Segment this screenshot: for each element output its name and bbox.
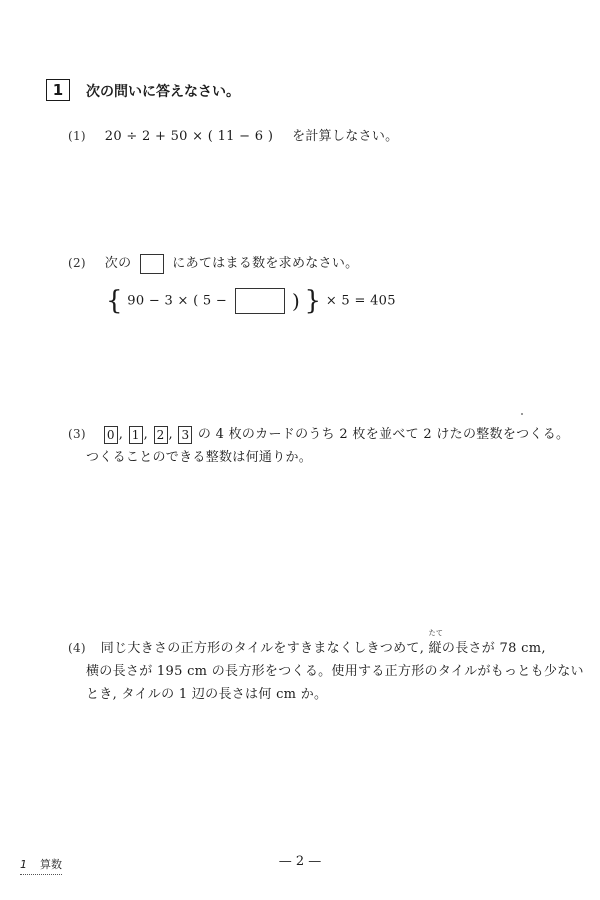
question-4-label: (4) <box>68 641 86 655</box>
equation-start: 90 − 3 × ( 5 − <box>127 293 228 309</box>
question-3-line-1: (3) 0 , 1 , 2 , 3 の 4 枚のカードのうち 2 枚を並べて 2 けたの整数をつくる。 <box>68 427 570 442</box>
speck <box>521 413 523 415</box>
question-3-line-2: つくることのできる整数は何通りか。 <box>86 450 313 465</box>
question-4-text-end: の長さが 78 cm, <box>441 641 546 656</box>
question-4-line-2: 横の長さが 195 cm の長方形をつくる。使用する正方形のタイルがもっとも少ない <box>86 664 584 679</box>
question-1-instruction: を計算しなさい。 <box>292 129 399 144</box>
page-number: — 2 — <box>278 854 322 869</box>
question-1-label: (1) <box>68 129 86 143</box>
question-4-line-3: とき, タイルの 1 辺の長さは何 cm か。 <box>86 687 328 702</box>
answer-blank-small <box>140 254 164 274</box>
equation-end: × 5 = 405 <box>325 293 396 309</box>
close-brace: } <box>304 286 322 316</box>
card-2: 2 <box>154 426 168 444</box>
answer-blank-equation <box>235 288 285 314</box>
question-2-label: (2) <box>68 256 86 270</box>
section-heading: 次の問いに答えなさい。 <box>86 84 240 100</box>
close-paren: ) <box>291 289 301 313</box>
card-3: 3 <box>178 426 192 444</box>
question-3-text: の 4 枚のカードのうち 2 枚を並べて 2 けたの整数をつくる。 <box>197 427 570 442</box>
card-1: 1 <box>129 426 143 444</box>
card-0: 0 <box>104 426 118 444</box>
ruby-tate <box>428 629 444 656</box>
question-2-prefix: 次の <box>104 256 132 271</box>
section-number-box: 1 <box>46 79 70 101</box>
ruby-reading: たて <box>428 629 444 637</box>
footer-subject-number: 1 <box>20 858 27 871</box>
question-2-equation <box>106 288 396 314</box>
question-4-text-start: 同じ大きさの正方形のタイルをすきまなくしきつめて, <box>100 641 425 656</box>
question-2-suffix: にあてはまる数を求めなさい。 <box>172 256 359 271</box>
footer-subject-name: 算数 <box>40 858 62 871</box>
open-brace: { <box>106 286 123 316</box>
ruby-base: 縦 <box>428 641 442 656</box>
question-4-line-1 <box>68 629 546 656</box>
question-2 <box>68 252 358 274</box>
question-1-expression: 20 ÷ 2 + 50 × ( 11 − 6 ) <box>104 129 274 144</box>
question-3-label: (3) <box>68 427 86 441</box>
question-1 <box>68 125 398 144</box>
